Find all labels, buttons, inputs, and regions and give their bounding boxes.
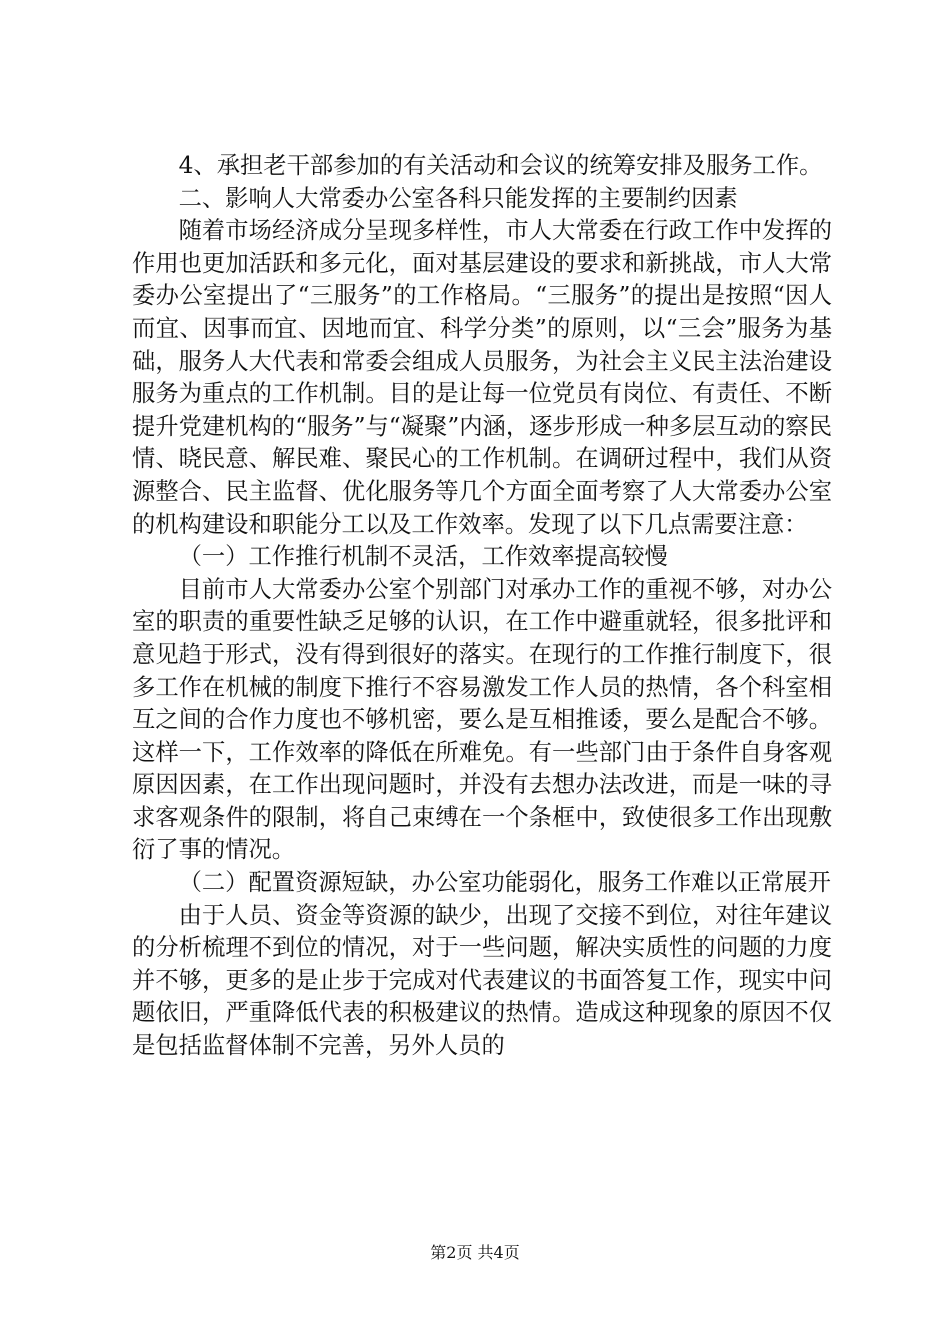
paragraph-resources: 由于人员、资金等资源的缺少，出现了交接不到位，对往年建议的分析梳理不到位的情况，对于一些问题，解决实质性的问题的力度并不够，更多的是止步于完成对代表建议的书面答复工作，现实中问题依旧，严重降低代表的积极建议的热情。造成这种现象的原因不仅是包括监督体制不完善，另外人员的 [132, 901, 832, 1060]
paragraph-background: 随着市场经济成分呈现多样性，市人大常委在行政工作中发挥的作用也更加活跃和多元化，面对基层建设的要求和新挑战，市人大常委办公室提出了“三服务”的工作格局。“三服务”的提出是按照“因人而宜、因事而宜、因地而宜、科学分类”的原则，以“三会”服务为基础，服务人大代表和常委会组成人员服务，为社会主义民主法治建设服务为重点的工作机制。目的是让每一位党员有岗位、有责任、不断提升党建机构的“服务”与“凝聚”内涵，逐步形成一种多层互动的察民情、晓民意、解民难、聚民心的工作机制。在调研过程中，我们从资源整合、民主监督、优化服务等几个方面全面考察了人大常委办公室的机构建设和职能分工以及工作效率。发现了以下几点需要注意： [132, 217, 832, 538]
subheading-1: （一）工作推行机制不灵活，工作效率提高较慢 [178, 543, 668, 571]
subheading-2: （二）配置资源短缺，办公室功能弱化，服务工作难以正常展开 [178, 869, 831, 897]
paragraph-mechanism: 目前市人大常委办公室个别部门对承办工作的重视不够，对办公室的职责的重要性缺乏足够的认识，在工作中避重就轻，很多批评和意见趋于形式，没有得到很好的落实。在现行的工作推行制度下，很多工作在机械的制度下推行不容易激发工作人员的热情，各个科室相互之间的合作力度也不够机密，要么是互相推诿，要么是配合不够。这样一下，工作效率的降低在所难免。有一些部门由于条件自身客观原因因素，在工作出现问题时，并没有去想办法改进，而是一味的寻求客观条件的限制，将自己束缚在一个条框中，致使很多工作出现敷衍了事的情况。 [132, 575, 832, 864]
document-body [132, 150, 832, 1063]
paragraph-duty-4: 4、承担老干部参加的有关活动和会议的统筹安排及服务工作。 [178, 152, 823, 179]
section-heading-2: 二、影响人大常委办公室各科只能发挥的主要制约因素 [178, 184, 738, 212]
page-footer: 第2页 共4页 [430, 1243, 520, 1262]
